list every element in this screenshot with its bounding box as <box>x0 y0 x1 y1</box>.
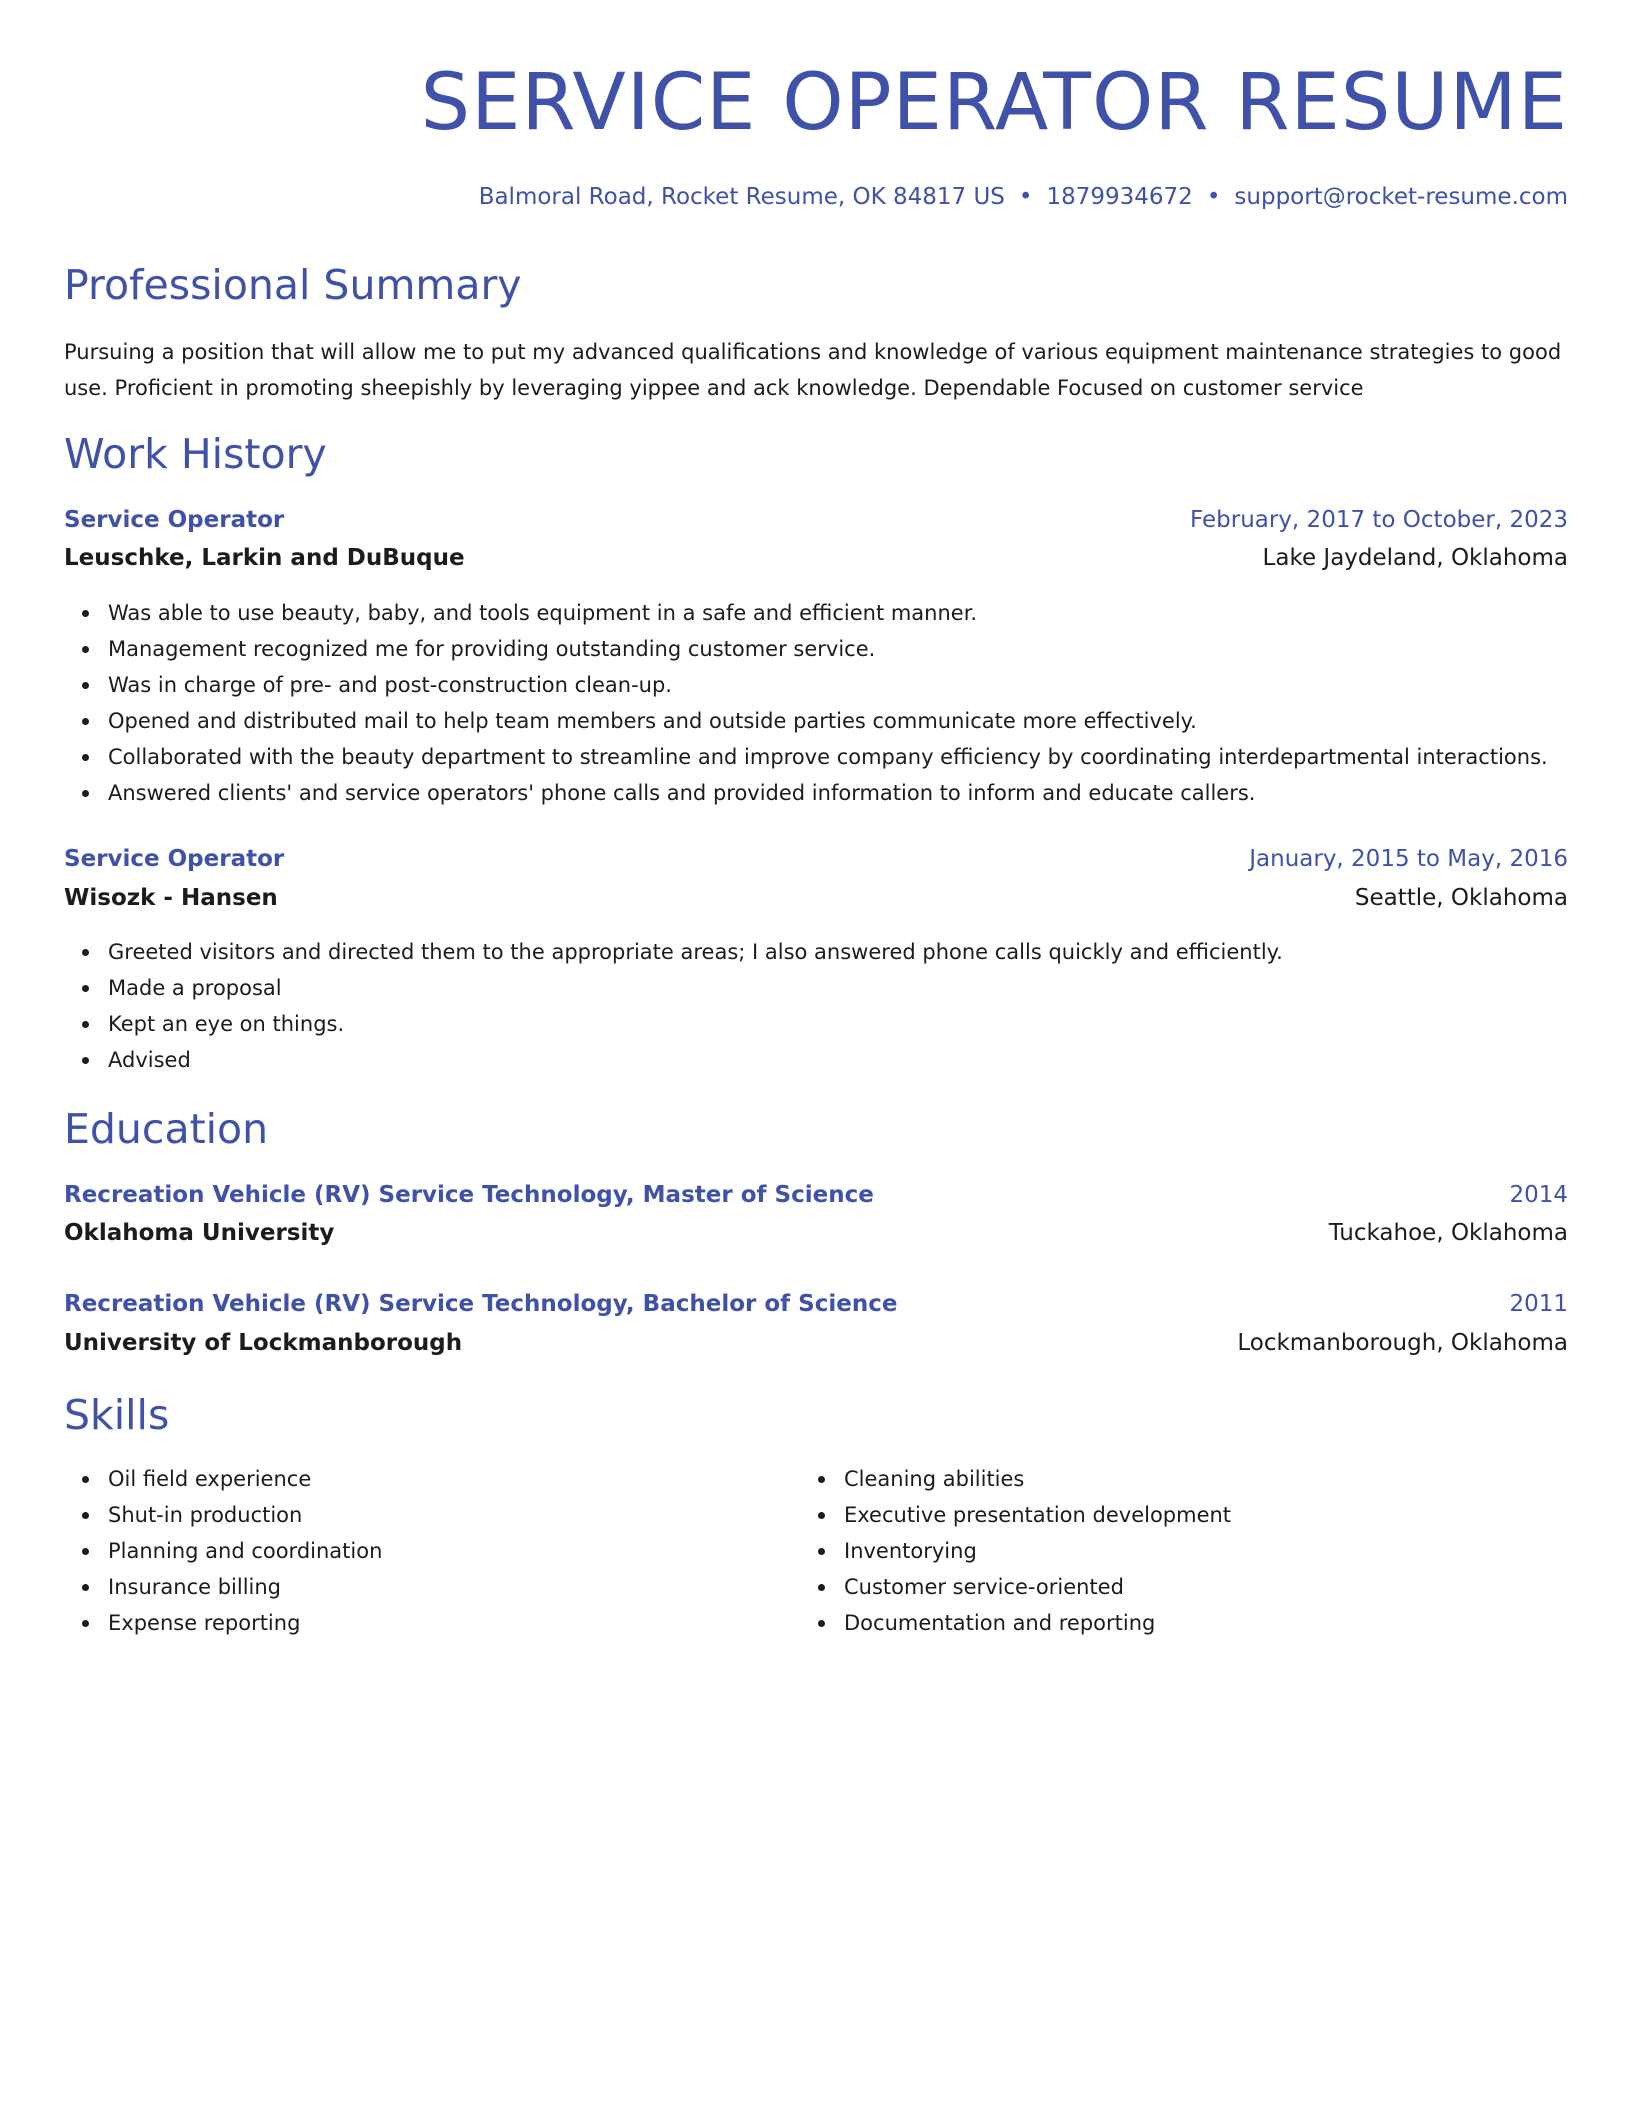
skill-item: Cleaning abilities <box>844 1461 1231 1497</box>
list-item: Kept an eye on things. <box>108 1006 1283 1042</box>
education-location: Lockmanborough, Oklahoma <box>1237 1330 1568 1356</box>
job-dates: January, 2015 to May, 2016 <box>1249 846 1568 872</box>
skill-item: Customer service-oriented <box>844 1569 1231 1605</box>
skill-item: Planning and coordination <box>108 1533 382 1569</box>
list-item: Was in charge of pre- and post-construction clean-up. <box>108 667 1548 703</box>
education-school-row <box>64 1216 1568 1250</box>
job-title-row <box>64 842 1568 876</box>
job-company-row <box>64 541 1568 575</box>
skills-list-right <box>800 1461 1231 1641</box>
skill-item: Executive presentation development <box>844 1497 1231 1533</box>
education-degree: Recreation Vehicle (RV) Service Technology, Master of Science <box>64 1182 874 1208</box>
job-dates: February, 2017 to October, 2023 <box>1190 507 1568 533</box>
list-item: Management recognized me for providing outstanding customer service. <box>108 631 1548 667</box>
job-company: Wisozk - Hansen <box>64 885 278 911</box>
job-title: Service Operator <box>64 507 285 533</box>
education-year: 2014 <box>1509 1182 1568 1208</box>
job-location: Lake Jaydeland, Oklahoma <box>1262 545 1568 571</box>
contact-phone: 1879934672 <box>1046 184 1193 210</box>
education-location: Tuckahoe, Oklahoma <box>1328 1220 1568 1246</box>
list-item: Opened and distributed mail to help team members and outside parties communicate more effectively. <box>108 703 1548 739</box>
education-school: University of Lockmanborough <box>64 1330 463 1356</box>
education-degree-row <box>64 1287 1568 1321</box>
section-heading-summary: Professional Summary <box>64 261 522 309</box>
list-item: Advised <box>108 1042 1283 1078</box>
education-school: Oklahoma University <box>64 1220 335 1246</box>
job-title-row <box>64 503 1568 537</box>
job-title: Service Operator <box>64 846 285 872</box>
summary-text: Pursuing a position that will allow me to put my advanced qualifications and knowledge of various equipment maintenance strategies to good use. Proficient in promoting sheepishly by leveraging yippee and ack knowledge. Dependable Focused on customer service <box>64 340 1562 400</box>
skill-item: Insurance billing <box>108 1569 382 1605</box>
section-heading-skills: Skills <box>64 1391 170 1439</box>
list-item: Made a proposal <box>108 970 1283 1006</box>
resume-title: SERVICE OPERATOR RESUME <box>420 58 1568 148</box>
education-degree: Recreation Vehicle (RV) Service Technology, Bachelor of Science <box>64 1291 898 1317</box>
education-year: 2011 <box>1509 1291 1568 1317</box>
contact-line <box>479 180 1568 214</box>
skill-item: Expense reporting <box>108 1605 382 1641</box>
contact-address: Balmoral Road, Rocket Resume, OK 84817 US <box>478 184 1005 210</box>
section-heading-education: Education <box>64 1105 269 1153</box>
job-duties-list <box>64 595 1548 811</box>
separator-dot: • <box>1206 184 1221 210</box>
list-item: Was able to use beauty, baby, and tools equipment in a safe and efficient manner. <box>108 595 1548 631</box>
skills-list-left <box>64 1461 382 1641</box>
skill-item: Oil field experience <box>108 1461 382 1497</box>
education-school-row <box>64 1326 1568 1360</box>
skill-item: Inventorying <box>844 1533 1231 1569</box>
job-company-row <box>64 881 1568 915</box>
skill-item: Documentation and reporting <box>844 1605 1231 1641</box>
section-heading-work-history: Work History <box>64 430 327 478</box>
contact-email[interactable]: support@rocket-resume.com <box>1234 184 1568 210</box>
list-item: Greeted visitors and directed them to the appropriate areas; I also answered phone calls quickly and efficiently. <box>108 934 1283 970</box>
job-company: Leuschke, Larkin and DuBuque <box>64 545 465 571</box>
job-duties-list <box>64 934 1283 1078</box>
list-item: Answered clients' and service operators' phone calls and provided information to inform and educate callers. <box>108 775 1548 811</box>
separator-dot: • <box>1018 184 1033 210</box>
education-degree-row <box>64 1178 1568 1212</box>
list-item: Collaborated with the beauty department to streamline and improve company efficiency by coordinating interdepartmental interactions. <box>108 739 1548 775</box>
job-location: Seattle, Oklahoma <box>1354 885 1568 911</box>
skill-item: Shut-in production <box>108 1497 382 1533</box>
